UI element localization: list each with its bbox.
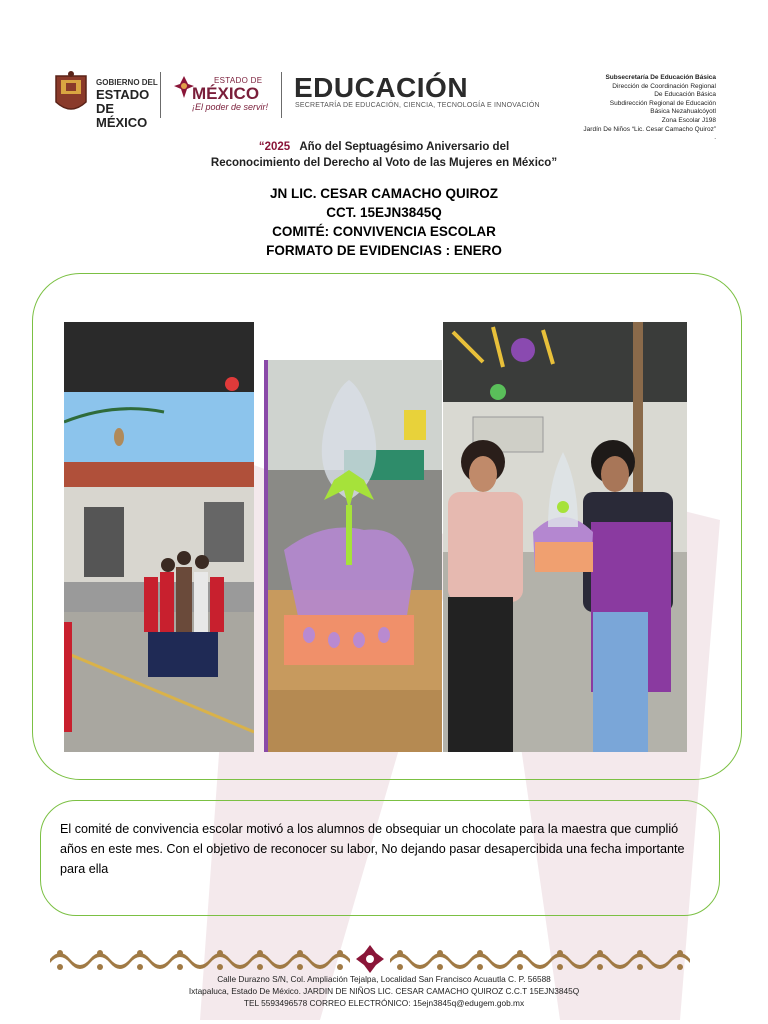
- motto-text1: Año del Septuagésimo Aniversario del: [299, 141, 510, 153]
- footer-address: [0, 973, 768, 1009]
- institution-line: Subdirección Regional de Educación: [609, 99, 716, 107]
- header-divider: [281, 72, 282, 118]
- header-divider: [160, 72, 161, 118]
- motto-line1: [0, 141, 768, 153]
- flower-emblem-icon: [174, 74, 194, 100]
- photo-gift-basket: [264, 360, 442, 752]
- footer-line2: Ixtapaluca, Estado De México. JARDIN DE NIÑOS LIC. CESAR CAMACHO QUIROZ C.C.T 15EJN3845Q: [188, 986, 580, 996]
- institution-line: De Educación Básica: [654, 91, 716, 99]
- motto-line2: Reconocimiento del Derecho al Voto de las Mujeres en México”: [210, 157, 558, 169]
- education-title: EDUCACIÓN: [294, 72, 469, 103]
- institution-line: Zona Escolar J198: [661, 116, 716, 124]
- motto-year: “2025: [258, 141, 291, 153]
- school-name: JN LIC. CESAR CAMACHO QUIROZ: [269, 186, 498, 201]
- estado-de-mexico-logo: [172, 72, 272, 118]
- school-cct: CCT. 15EJN3845Q: [326, 205, 442, 220]
- gov-line2: ESTADO DE: [96, 87, 150, 116]
- state-seal-icon: [52, 70, 90, 118]
- committee-label: COMITÉ: CONVIVENCIA ESCOLAR: [272, 224, 496, 239]
- state-tagline: ¡El poder de servir!: [192, 102, 269, 112]
- state-name: MÉXICO: [192, 84, 260, 103]
- education-subtitle: SECRETARÍA DE EDUCACIÓN, CIENCIA, TECNOLOGÍA E INNOVACIÓN: [295, 102, 540, 109]
- state-small-label: ESTADO DE: [214, 76, 263, 85]
- institution-line: Básica Nezahualcóyotl: [650, 108, 716, 116]
- footer-line1: Calle Durazno S/N, Col. Ampliación Tejalpa, Localidad San Francisco Acuautla C. P. 56588: [217, 974, 551, 984]
- government-logo: [52, 70, 162, 130]
- evidence-format-label: FORMATO DE EVIDENCIAS : ENERO: [266, 243, 502, 258]
- evidence-caption: El comité de convivencia escolar motivó a los alumnos de obsequiar un chocolate para la maestra que cumplió años en este mes. Con el objetivo de reconocer su labor, No dejando pasar desapercibida una fecha importante para ella: [60, 822, 685, 876]
- gov-line1: GOBIERNO DEL: [96, 78, 158, 87]
- institution-line: Jardín De Niños “Lic. Cesar Camacho Quiroz”: [583, 125, 716, 133]
- gov-line3: MÉXICO: [96, 115, 148, 130]
- institution-line: Dirección de Coordinación Regional: [612, 82, 716, 90]
- institution-line: .: [714, 134, 716, 142]
- photo-schoolyard-children: [64, 322, 254, 752]
- photo-gift-delivery: [443, 322, 687, 752]
- institution-line: Subsecretaría De Educación Básica: [605, 74, 716, 81]
- decorative-ornament-band: [50, 944, 690, 974]
- footer-line3: TEL 5593496578 CORREO ELECTRÓNICO: 15ejn3845q@edugem.gob.mx: [243, 998, 525, 1008]
- institution-block: [536, 74, 716, 143]
